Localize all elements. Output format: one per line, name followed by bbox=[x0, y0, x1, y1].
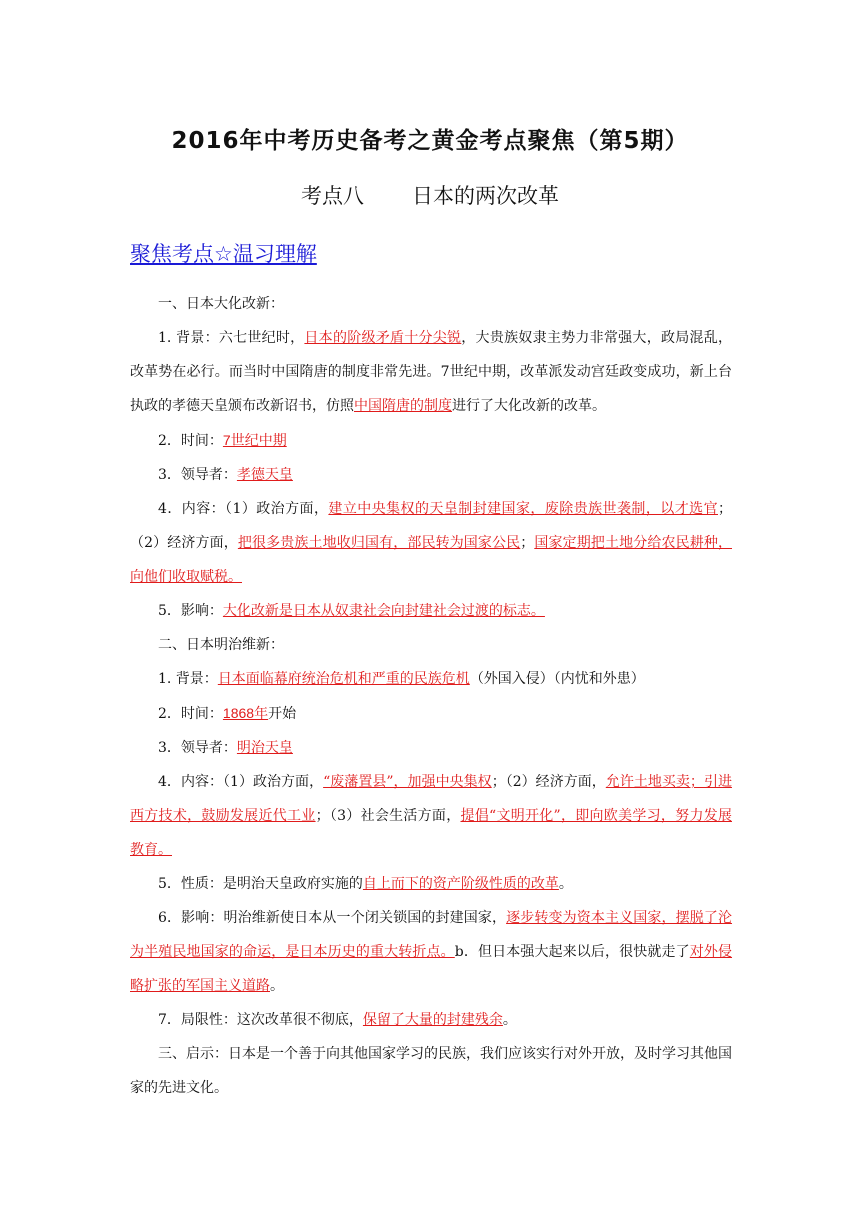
key-point: “废藩置县”，加强中央集权 bbox=[323, 774, 492, 790]
subtitle-topic-name: 日本的两次改革 bbox=[412, 184, 559, 208]
text: 。 bbox=[558, 876, 573, 892]
meiji-time bbox=[130, 696, 732, 731]
key-point: 7世纪中期 bbox=[222, 432, 287, 448]
document-title: 2016年中考历史备考之黄金考点聚焦（第5期） bbox=[171, 128, 689, 154]
key-point: 提倡“文明开化”，即向欧美学习，努力发展教育。 bbox=[130, 808, 732, 858]
text: ；（2）经济方面， bbox=[130, 501, 732, 551]
text: 5．性质：是明治天皇政府实施的 bbox=[158, 876, 363, 892]
text: b．但日本强大起来以后，很快就走了 bbox=[454, 944, 690, 960]
meiji-content bbox=[130, 765, 732, 867]
text: 6．影响：明治维新使日本从一个闭关锁国的封建国家， bbox=[158, 910, 507, 926]
meiji-impact bbox=[130, 901, 732, 1003]
key-point: 对外侵略扩张的军国主义道路 bbox=[130, 944, 733, 994]
text: ；（3）社会生活方面， bbox=[315, 808, 461, 824]
section-heading: 聚焦考点☆温习理解 bbox=[130, 242, 317, 266]
text: 1. 背景：六七世纪时， bbox=[158, 330, 305, 346]
text: （外国入侵）（内忧和外患） bbox=[469, 671, 645, 687]
key-point: 逐步转变为资本主义国家，摆脱了沦为半殖民地国家的命运，是日本历史的重大转折点。 bbox=[130, 910, 733, 960]
taika-leader bbox=[130, 458, 732, 492]
text: 2．时间： bbox=[158, 433, 223, 449]
taika-background bbox=[130, 321, 732, 423]
key-point: 建立中央集权的天皇制封建国家，废除贵族世袭制，以才选官 bbox=[328, 501, 718, 517]
key-point: 允许土地买卖；引进西方技术，鼓励发展近代工业 bbox=[130, 774, 732, 824]
document-subtitle bbox=[0, 180, 860, 210]
text: 7．局限性：这次改革很不彻底， bbox=[158, 1012, 363, 1028]
subtitle-topic-number: 考点八 bbox=[301, 184, 364, 208]
meiji-nature bbox=[130, 867, 732, 901]
text: 1. 背景： bbox=[158, 671, 218, 687]
key-point: 孝德天皇 bbox=[236, 467, 293, 483]
text: 3．领导者： bbox=[158, 467, 237, 483]
meiji-leader bbox=[130, 731, 732, 765]
meiji-background bbox=[130, 662, 732, 696]
taika-time bbox=[130, 423, 732, 458]
text: 3．领导者： bbox=[158, 740, 237, 756]
key-point: 国家定期把土地分给农民耕种，向他们收取赋税。 bbox=[130, 535, 732, 585]
text: ； bbox=[520, 535, 535, 551]
text: 进行了大化改新的改革。 bbox=[452, 398, 606, 414]
key-point: 把很多贵族土地收归国有，部民转为国家公民 bbox=[237, 535, 521, 551]
meiji-limitation bbox=[130, 1003, 732, 1037]
key-point: 日本面临幕府统治危机和严重的民族危机 bbox=[217, 671, 470, 687]
key-point: 明治天皇 bbox=[236, 740, 293, 756]
key-point: 日本的阶级矛盾十分尖锐 bbox=[304, 330, 462, 346]
inspiration: 三、启示：日本是一个善于向其他国家学习的民族，我们应该实行对外开放，及时学习其他国家的先进文化。 bbox=[130, 1046, 732, 1096]
heading-taika-reform: 一、日本大化改新： bbox=[158, 296, 284, 312]
document-body bbox=[130, 287, 732, 1105]
text: 4．内容：（1）政治方面， bbox=[158, 501, 329, 517]
key-point: 1868年 bbox=[222, 705, 269, 721]
key-point: 大化改新是日本从奴隶社会向封建社会过渡的标志。 bbox=[222, 603, 545, 619]
text: 。 bbox=[270, 978, 284, 994]
heading-meiji-restoration: 二、日本明治维新： bbox=[158, 637, 284, 653]
key-point: 自上而下的资产阶级性质的改革 bbox=[362, 876, 559, 892]
text: 2．时间： bbox=[158, 706, 223, 722]
text: ；（2）经济方面， bbox=[491, 774, 606, 790]
key-point: 保留了大量的封建残余 bbox=[362, 1012, 503, 1028]
taika-content bbox=[130, 492, 732, 594]
text: 开始 bbox=[268, 706, 297, 722]
text: 。 bbox=[502, 1012, 517, 1028]
text: 4．内容：（1）政治方面， bbox=[158, 774, 324, 790]
key-point: 中国隋唐的制度 bbox=[354, 398, 452, 414]
text: ，大贵族奴隶主势力非常强大，政局混乱，改革势在必行。而当时中国隋唐的制度非常先进。7世纪中期，改革派发动宫廷政变成功，新上台执政的孝德天皇颁布改新诏书，仿照 bbox=[130, 330, 732, 414]
text: 5．影响： bbox=[158, 603, 223, 619]
taika-impact bbox=[130, 594, 732, 628]
